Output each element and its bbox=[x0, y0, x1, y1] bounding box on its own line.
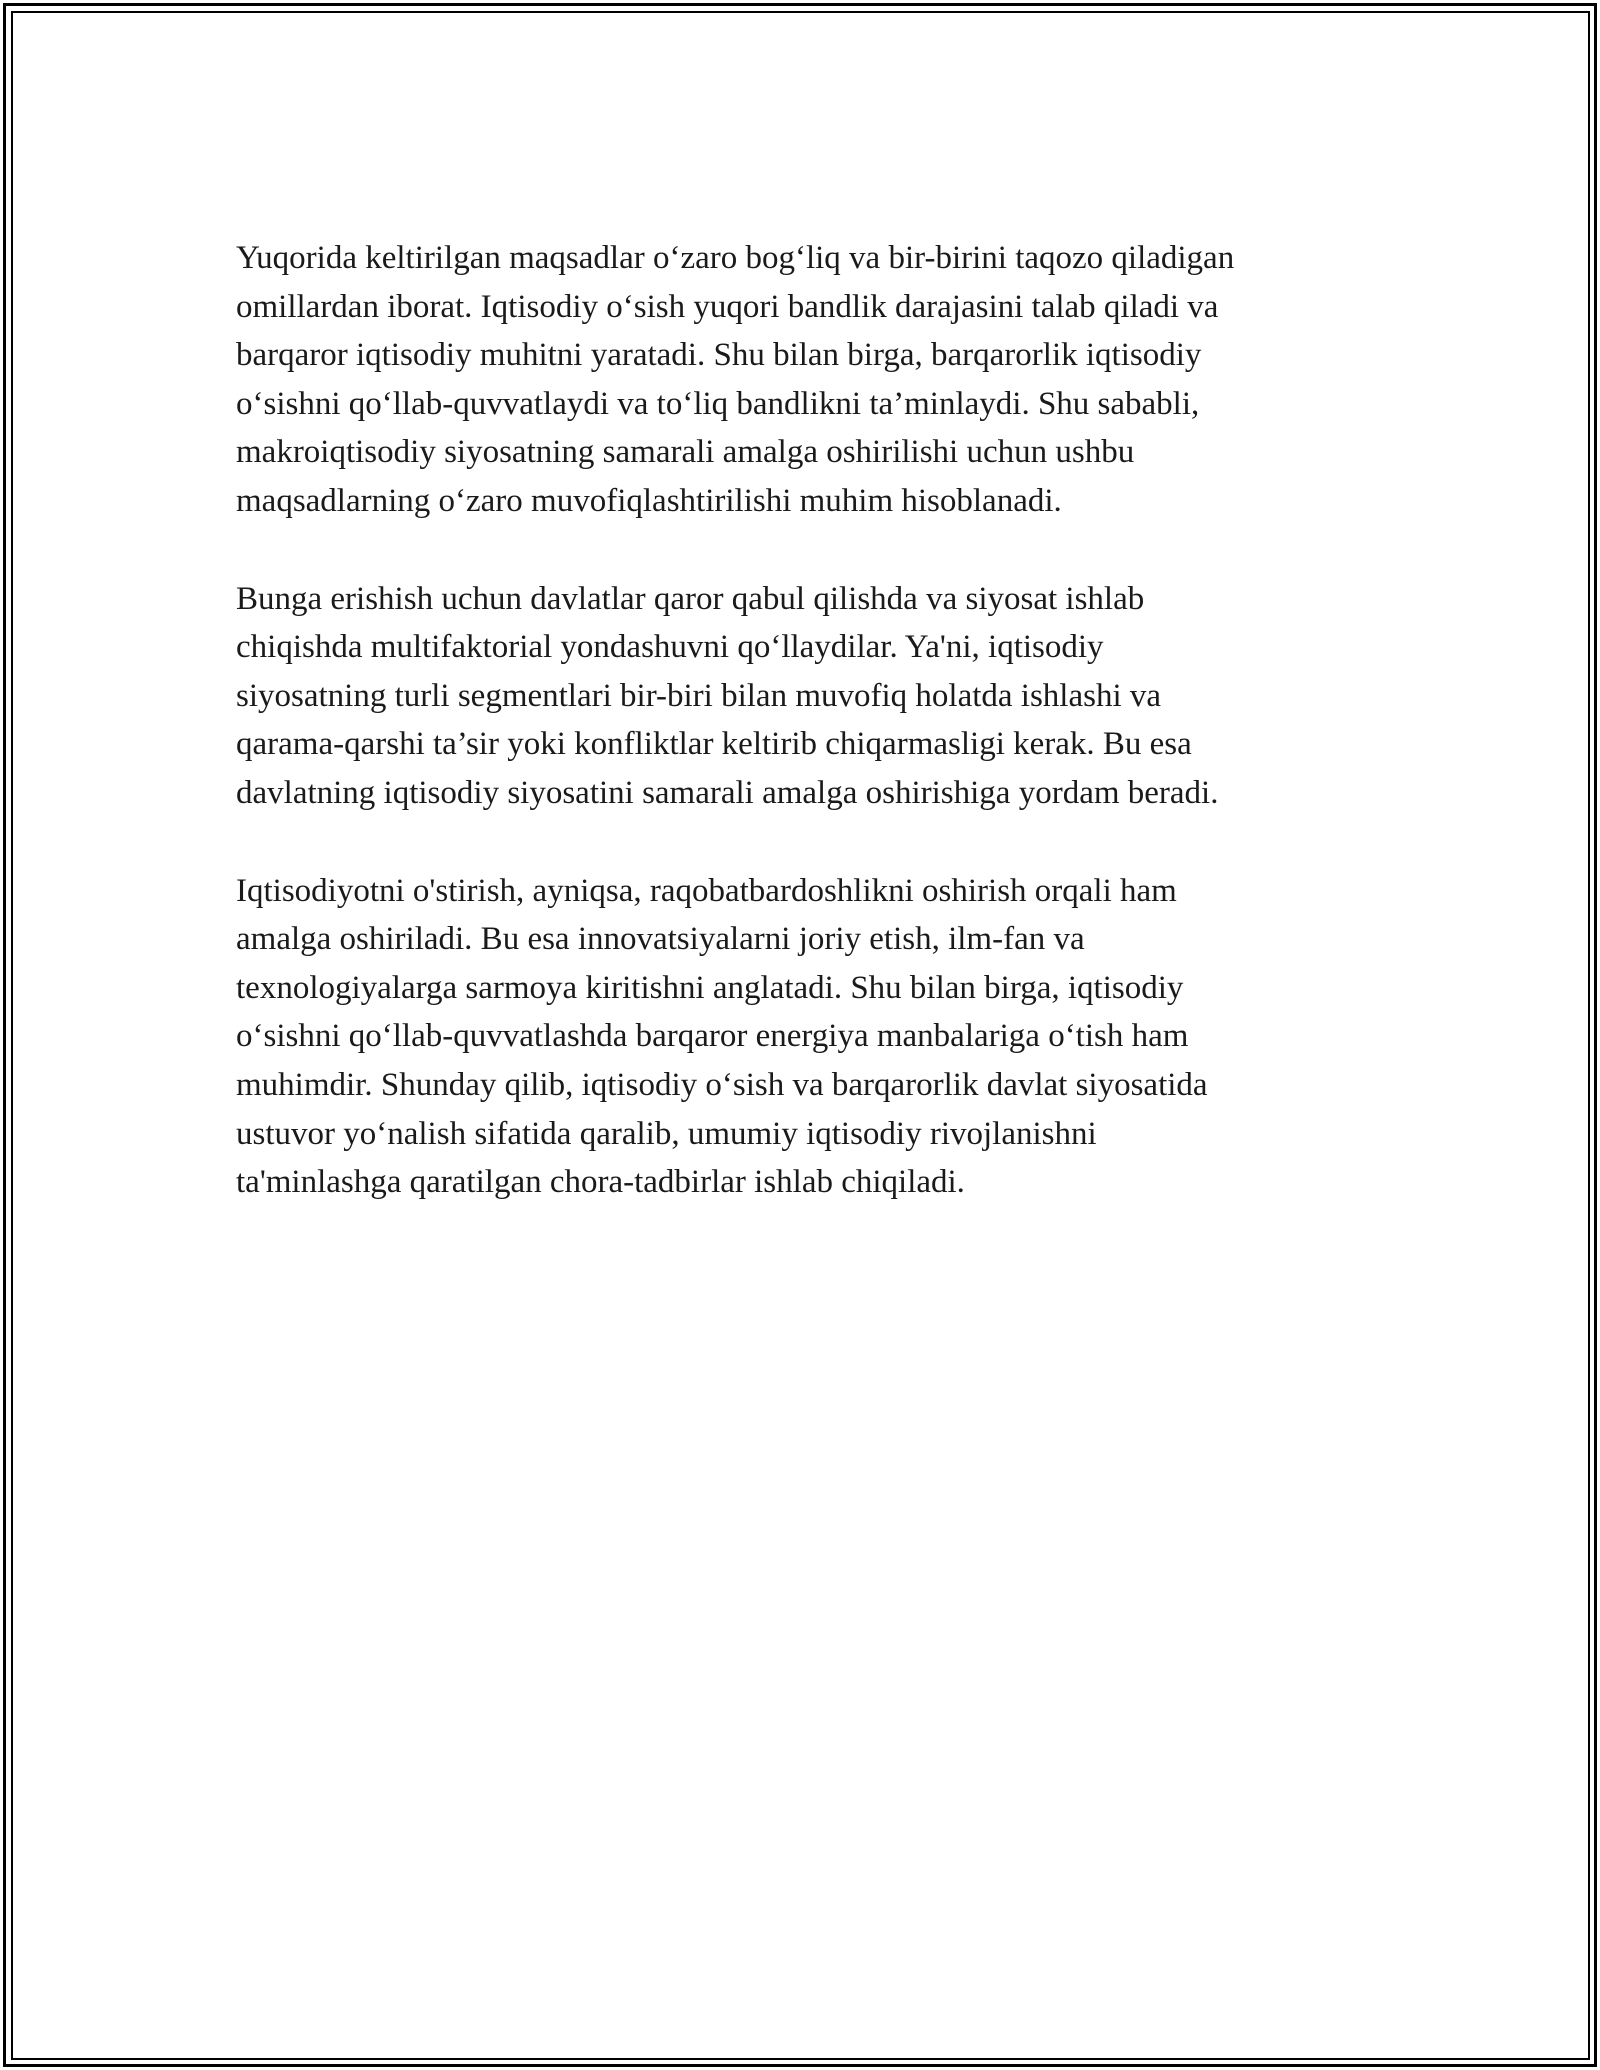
paragraph-line: barqaror iqtisodiy muhitni yaratadi. Shu bilan birga, barqarorlik iqtisodiy bbox=[236, 337, 1202, 374]
paragraph-line: ta'minlashga qaratilgan chora-tadbirlar ishlab chiqiladi. bbox=[236, 1164, 965, 1201]
paragraph-line: o‘sishni qo‘llab-quvvatlashda barqaror energiya manbalariga o‘tish ham bbox=[236, 1018, 1189, 1055]
paragraph-line: o‘sishni qo‘llab-quvvatlaydi va to‘liq bandlikni ta’minlaydi. Shu sababli, bbox=[236, 385, 1200, 422]
paragraph-line: makroiqtisodiy siyosatning samarali amalga oshirilishi uchun ushbu bbox=[236, 434, 1135, 471]
paragraph-line: texnologiyalarga sarmoya kiritishni anglatadi. Shu bilan birga, iqtisodiy bbox=[236, 969, 1184, 1006]
paragraph-line: muhimdir. Shunday qilib, iqtisodiy o‘sish va barqarorlik davlat siyosatida bbox=[236, 1066, 1208, 1103]
paragraph-line: ustuvor yo‘nalish sifatida qaralib, umumiy iqtisodiy rivojlanishni bbox=[236, 1115, 1097, 1152]
paragraph-line: siyosatning turli segmentlari bir-biri bilan muvofiq holatda ishlashi va bbox=[236, 677, 1162, 714]
paragraph-line: qarama-qarshi ta’sir yoki konfliktlar keltirib chiqarmasligi kerak. Bu esa bbox=[236, 726, 1192, 763]
paragraph-line: Yuqorida keltirilgan maqsadlar o‘zaro bog‘liq va bir-birini taqozo qiladigan bbox=[236, 240, 1235, 276]
paragraph-2 bbox=[236, 575, 1366, 818]
paragraph-1 bbox=[236, 234, 1366, 526]
paragraph-line: Iqtisodiyotni o'stirish, ayniqsa, raqobatbardoshlikni oshirish orqali ham bbox=[236, 872, 1177, 909]
paragraph-line: davlatning iqtisodiy siyosatini samarali amalga oshirishiga yordam beradi. bbox=[236, 774, 1219, 811]
paragraph-3 bbox=[236, 867, 1366, 1207]
document-body bbox=[236, 234, 1366, 1256]
paragraph-line: omillardan iborat. Iqtisodiy o‘sish yuqori bandlik darajasini talab qiladi va bbox=[236, 288, 1219, 325]
paragraph-line: chiqishda multifaktorial yondashuvni qo‘llaydilar. Ya'ni, iqtisodiy bbox=[236, 629, 1104, 666]
paragraph-line: maqsadlarning o‘zaro muvofiqlashtirilishi muhim hisoblanadi. bbox=[236, 482, 1062, 519]
paragraph-line: amalga oshiriladi. Bu esa innovatsiyalarni joriy etish, ilm-fan va bbox=[236, 921, 1085, 958]
paragraph-line: Bunga erishish uchun davlatlar qaror qabul qilishda va siyosat ishlab bbox=[236, 580, 1145, 617]
